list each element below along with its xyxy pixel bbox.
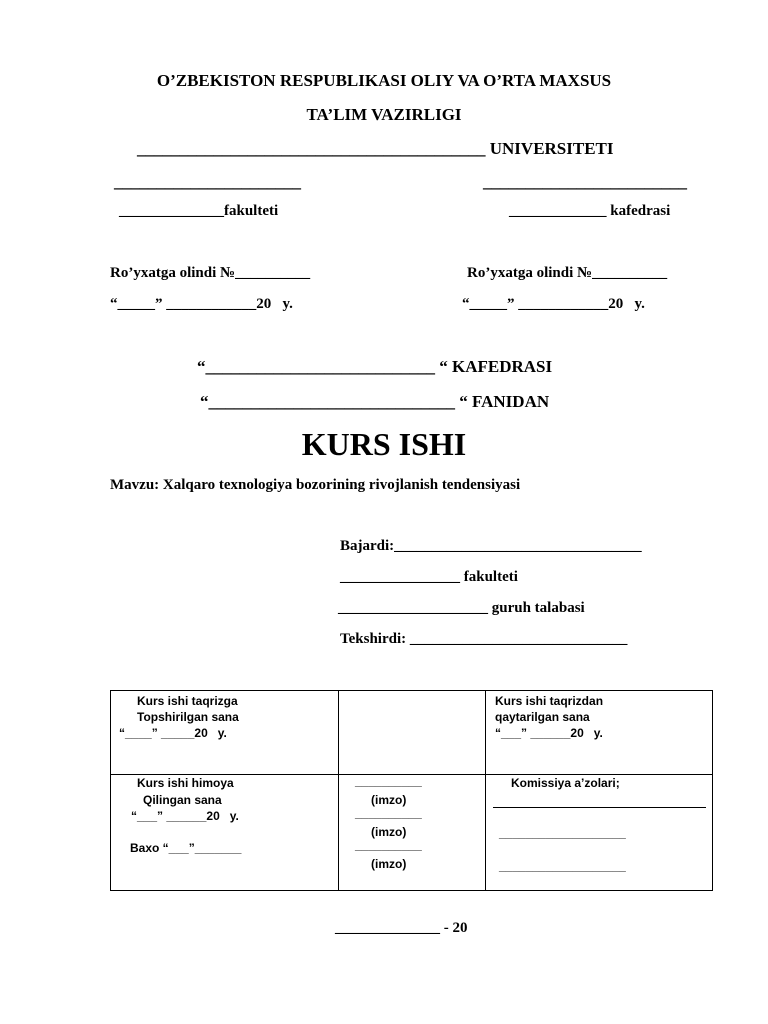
performed-by-line: Bajardi:_________________________________: [340, 538, 642, 554]
checked-by-line: Tekshirdi: _____________________________: [340, 631, 628, 647]
footer-year-line: ______________ - 20: [335, 920, 468, 936]
kafedra-line: “___________________________ “ KAFEDRASI: [197, 357, 553, 376]
signature-label: (imzo): [371, 825, 407, 839]
signature-line: __________: [355, 774, 422, 788]
submission-table: [110, 690, 713, 891]
table-cell-text: Kurs ishi taqrizga: [137, 694, 238, 708]
table-divider: [485, 691, 486, 890]
registration-number-left: Ro’yxatga olindi №__________: [110, 265, 311, 281]
table-cell-text: Komissiya a’zolari;: [511, 776, 620, 790]
faculty-line: ______________fakulteti: [119, 203, 279, 219]
signature-line: __________: [355, 806, 422, 820]
table-cell-text: “___” ______20 y.: [131, 809, 239, 823]
table-cell-text: Kurs ishi himoya: [137, 776, 234, 790]
registration-number-right: Ro’yxatga olindi №__________: [467, 265, 668, 281]
registration-date-right: “_____” ____________20 y.: [462, 296, 645, 312]
blank-line-right: ________________________: [483, 172, 687, 191]
signature-label: (imzo): [371, 857, 407, 871]
table-cell-text: qaytarilgan sana: [495, 710, 590, 724]
ministry-line-2: TA’LIM VAZIRLIGI: [306, 105, 462, 124]
commission-signature-line: ___________________: [499, 859, 626, 873]
student-group-line: ____________________ guruh talabasi: [338, 600, 585, 616]
signature-label: (imzo): [371, 793, 407, 807]
table-cell-text: “___” ______20 y.: [495, 726, 603, 740]
fan-line: “_____________________________ “ FANIDAN: [200, 392, 550, 411]
table-divider: [338, 691, 339, 890]
commission-signature-line: [493, 807, 706, 808]
student-faculty-line: ________________ fakulteti: [340, 569, 518, 585]
registration-date-left: “_____” ____________20 y.: [110, 296, 293, 312]
topic-line: Mavzu: Xalqaro texnologiya bozorining rivojlanish tendensiyasi: [110, 477, 521, 493]
table-cell-text: Topshirilgan sana: [137, 710, 239, 724]
table-cell-text: Qilingan sana: [143, 793, 222, 807]
university-line: _________________________________________ UNIVERSITETI: [137, 139, 614, 158]
table-cell-text: Baxo “___”_______: [130, 841, 242, 855]
ministry-line-1: O’ZBEKISTON RESPUBLIKASI OLIY VA O’RTA MAXSUS: [156, 71, 612, 90]
table-cell-text: Kurs ishi taqrizdan: [495, 694, 604, 708]
department-line: _____________ kafedrasi: [509, 203, 671, 219]
commission-signature-line: ___________________: [499, 826, 626, 840]
blank-line-left: ______________________: [114, 172, 301, 191]
signature-line: __________: [355, 838, 422, 852]
table-cell-text: “____” _____20 y.: [119, 726, 227, 740]
document-title: KURS ISHI: [301, 426, 467, 462]
